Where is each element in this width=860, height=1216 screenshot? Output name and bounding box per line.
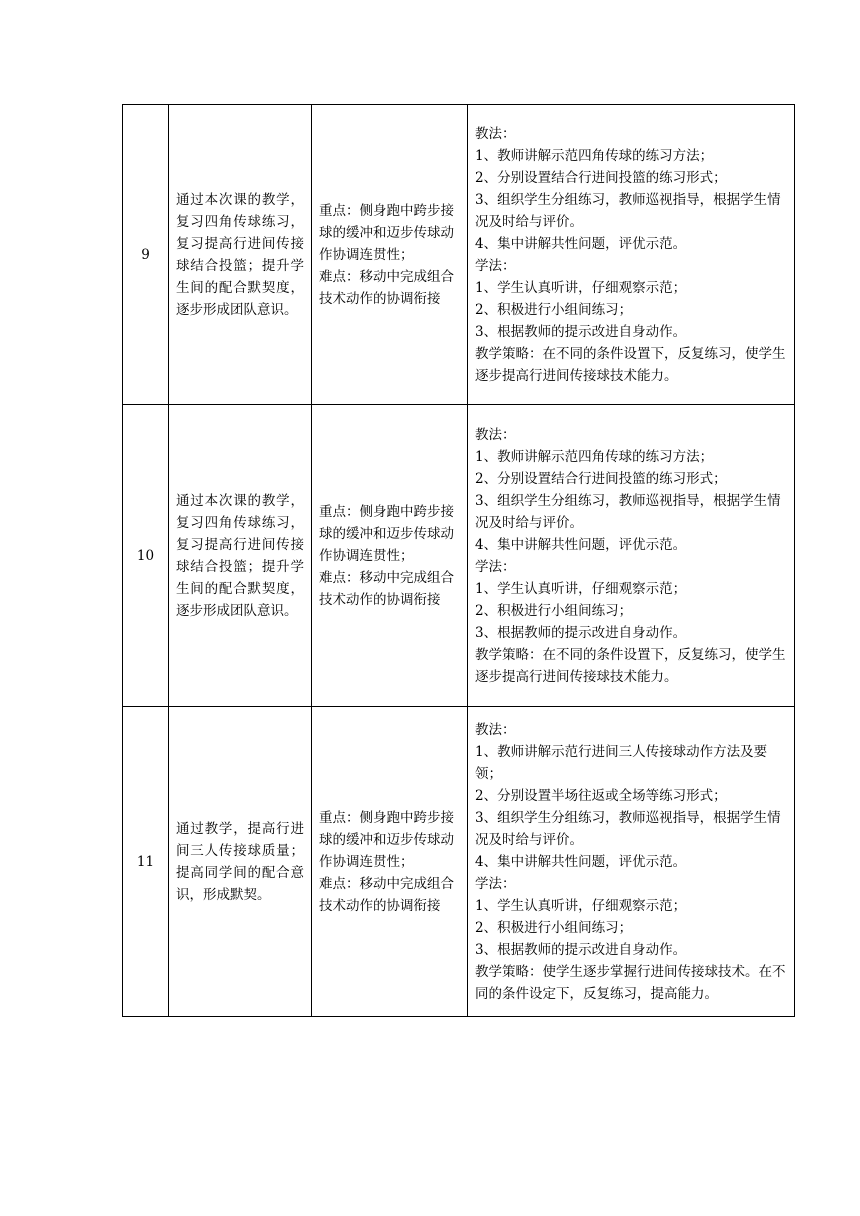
- method-line: 4、集中讲解共性问题，评优示范。: [475, 235, 687, 252]
- method-line: 教法：: [475, 721, 516, 738]
- lesson-methods: [468, 707, 795, 1017]
- method-line: 学法：: [475, 558, 516, 575]
- method-line: 3、根据教师的提示改进自身动作。: [475, 941, 687, 958]
- method-line: 3、根据教师的提示改进自身动作。: [475, 323, 687, 340]
- method-line: 4、集中讲解共性问题，评优示范。: [475, 536, 687, 553]
- lesson-number: 9: [123, 105, 169, 405]
- method-line: 学法：: [475, 257, 516, 274]
- method-line: 3、组织学生分组练习，教师巡视指导，根据学生情况及时给与评价。: [475, 492, 781, 531]
- lesson-number: 11: [123, 707, 169, 1017]
- lesson-objective: 通过教学，提高行进间三人传接球质量；提高同学间的配合意识，形成默契。: [169, 707, 312, 1017]
- method-line: 1、教师讲解示范行进间三人传接球动作方法及要领；: [475, 743, 768, 782]
- method-line: 2、分别设置结合行进间投篮的练习形式；: [475, 470, 727, 487]
- lesson-methods: [468, 105, 795, 405]
- method-line: 教学策略：在不同的条件设置下，反复练习，使学生逐步提高行进间传接球技术能力。: [475, 646, 786, 685]
- method-line: 教法：: [475, 125, 516, 142]
- method-line: 1、教师讲解示范四角传球的练习方法；: [475, 147, 714, 164]
- lesson-methods: [468, 405, 795, 707]
- method-line: 4、集中讲解共性问题，评优示范。: [475, 853, 687, 870]
- method-line: 1、学生认真听讲，仔细观察示范；: [475, 279, 687, 296]
- lesson-number: 10: [123, 405, 169, 707]
- lesson-objective: 通过本次课的教学，复习四角传球练习，复习提高行进间传接球结合投篮；提升学生间的配合默契度，逐步形成团队意识。: [169, 405, 312, 707]
- lesson-key-points: 重点：侧身跑中跨步接球的缓冲和迈步传球动作协调连贯性； 难点：移动中完成组合技术动作的协调衔接: [312, 105, 468, 405]
- method-line: 2、分别设置结合行进间投篮的练习形式；: [475, 169, 727, 186]
- method-line: 3、根据教师的提示改进自身动作。: [475, 624, 687, 641]
- method-line: 2、积极进行小组间练习；: [475, 919, 633, 936]
- lesson-plan-table: [122, 104, 795, 1017]
- method-line: 教学策略：在不同的条件设置下，反复练习，使学生逐步提高行进间传接球技术能力。: [475, 345, 786, 384]
- method-line: 学法：: [475, 875, 516, 892]
- method-line: 3、组织学生分组练习，教师巡视指导，根据学生情况及时给与评价。: [475, 191, 781, 230]
- method-line: 1、教师讲解示范四角传球的练习方法；: [475, 448, 714, 465]
- method-line: 3、组织学生分组练习，教师巡视指导，根据学生情况及时给与评价。: [475, 809, 781, 848]
- table-row: [123, 105, 795, 405]
- table-row: [123, 707, 795, 1017]
- method-line: 1、学生认真听讲，仔细观察示范；: [475, 897, 687, 914]
- lesson-key-points: 重点：侧身跑中跨步接球的缓冲和迈步传球动作协调连贯性； 难点：移动中完成组合技术动作的协调衔接: [312, 405, 468, 707]
- method-line: 2、积极进行小组间练习；: [475, 602, 633, 619]
- lesson-objective: 通过本次课的教学，复习四角传球练习，复习提高行进间传接球结合投篮；提升学生间的配合默契度，逐步形成团队意识。: [169, 105, 312, 405]
- method-line: 2、积极进行小组间练习；: [475, 301, 633, 318]
- method-line: 1、学生认真听讲，仔细观察示范；: [475, 580, 687, 597]
- table-row: [123, 405, 795, 707]
- method-line: 教学策略：使学生逐步掌握行进间传接球技术。在不同的条件设定下，反复练习，提高能力。: [475, 963, 786, 1002]
- method-line: 2、分别设置半场往返或全场等练习形式；: [475, 787, 727, 804]
- method-line: 教法：: [475, 426, 516, 443]
- lesson-key-points: 重点：侧身跑中跨步接球的缓冲和迈步传球动作协调连贯性； 难点：移动中完成组合技术动作的协调衔接: [312, 707, 468, 1017]
